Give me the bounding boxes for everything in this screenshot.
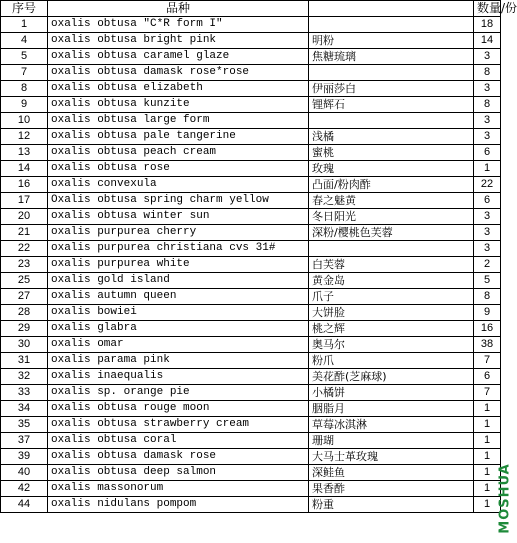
table-row bbox=[1, 433, 501, 449]
cell-cn-name[interactable]: 深粉/樱桃色芙蓉 bbox=[309, 225, 474, 241]
table-row bbox=[1, 209, 501, 225]
cell-cn-name[interactable]: 深鲑鱼 bbox=[309, 465, 474, 481]
cell-variety[interactable]: oxalis omar bbox=[48, 337, 309, 353]
table-row bbox=[1, 113, 501, 129]
cell-cn-name[interactable]: 冬日阳光 bbox=[309, 209, 474, 225]
cell-variety[interactable]: oxalis obtusa strawberry cream bbox=[48, 417, 309, 433]
cell-cn-name[interactable]: 小橘饼 bbox=[309, 385, 474, 401]
header-no[interactable]: 序号 bbox=[1, 1, 48, 17]
table-row bbox=[1, 97, 501, 113]
cell-no[interactable]: 10 bbox=[1, 113, 48, 129]
cell-cn-name[interactable]: 黄金岛 bbox=[309, 273, 474, 289]
table-row bbox=[1, 465, 501, 481]
table-row bbox=[1, 129, 501, 145]
cell-no[interactable]: 27 bbox=[1, 289, 48, 305]
cell-variety[interactable]: oxalis obtusa kunzite bbox=[48, 97, 309, 113]
table-row bbox=[1, 33, 501, 49]
cell-variety[interactable]: oxalis obtusa rouge moon bbox=[48, 401, 309, 417]
cell-qty[interactable]: 14 bbox=[474, 33, 501, 49]
cell-variety[interactable]: oxalis nidulans pompom bbox=[48, 497, 309, 513]
table-row bbox=[1, 321, 501, 337]
cell-qty[interactable]: 1 bbox=[474, 481, 501, 497]
cell-no[interactable]: 20 bbox=[1, 209, 48, 225]
cell-qty[interactable]: 6 bbox=[474, 193, 501, 209]
table-row bbox=[1, 65, 501, 81]
cell-cn-name[interactable]: 爪子 bbox=[309, 289, 474, 305]
cell-variety[interactable]: oxalis obtusa rose bbox=[48, 161, 309, 177]
table-row bbox=[1, 401, 501, 417]
table-row bbox=[1, 177, 501, 193]
cell-cn-name[interactable]: 果香酢 bbox=[309, 481, 474, 497]
watermark bbox=[497, 455, 511, 543]
cell-cn-name[interactable]: 焦糖琉璃 bbox=[309, 49, 474, 65]
cell-no[interactable]: 25 bbox=[1, 273, 48, 289]
table-row bbox=[1, 417, 501, 433]
cell-cn-name[interactable]: 珊瑚 bbox=[309, 433, 474, 449]
table-body bbox=[1, 17, 501, 513]
table-row bbox=[1, 305, 501, 321]
cell-no[interactable]: 14 bbox=[1, 161, 48, 177]
cell-variety[interactable]: oxalis inaequalis bbox=[48, 369, 309, 385]
cell-variety[interactable]: oxalis convexula bbox=[48, 177, 309, 193]
cell-cn-name[interactable]: 草莓冰淇淋 bbox=[309, 417, 474, 433]
cell-cn-name[interactable]: 大马士革玫瑰 bbox=[309, 449, 474, 465]
cell-variety[interactable]: oxalis obtusa "C*R form I" bbox=[48, 17, 309, 33]
cell-variety[interactable]: oxalis bowiei bbox=[48, 305, 309, 321]
cell-variety[interactable]: oxalis autumn queen bbox=[48, 289, 309, 305]
cell-qty[interactable]: 16 bbox=[474, 321, 501, 337]
cell-cn-name[interactable]: 奥马尔 bbox=[309, 337, 474, 353]
cell-no[interactable]: 16 bbox=[1, 177, 48, 193]
cell-variety[interactable]: oxalis obtusa damask rose bbox=[48, 449, 309, 465]
table-header-row bbox=[1, 1, 501, 17]
cell-qty[interactable]: 2 bbox=[474, 257, 501, 273]
cell-variety[interactable]: oxalis glabra bbox=[48, 321, 309, 337]
table-row bbox=[1, 497, 501, 513]
cell-cn-name[interactable]: 锂辉石 bbox=[309, 97, 474, 113]
cell-cn-name[interactable]: 桃之辉 bbox=[309, 321, 474, 337]
cell-no[interactable]: 17 bbox=[1, 193, 48, 209]
cell-variety[interactable]: oxalis purpurea christiana cvs 31# bbox=[48, 241, 309, 257]
cell-qty[interactable]: 6 bbox=[474, 145, 501, 161]
cell-no[interactable]: 29 bbox=[1, 321, 48, 337]
cell-no[interactable]: 23 bbox=[1, 257, 48, 273]
cell-qty[interactable]: 8 bbox=[474, 289, 501, 305]
cell-cn-name[interactable]: 胭脂月 bbox=[309, 401, 474, 417]
cell-qty[interactable]: 1 bbox=[474, 449, 501, 465]
cell-qty[interactable]: 5 bbox=[474, 273, 501, 289]
cell-qty[interactable]: 38 bbox=[474, 337, 501, 353]
cell-no[interactable]: 39 bbox=[1, 449, 48, 465]
cell-variety[interactable]: oxalis obtusa peach cream bbox=[48, 145, 309, 161]
cell-qty[interactable]: 22 bbox=[474, 177, 501, 193]
cell-variety[interactable]: oxalis parama pink bbox=[48, 353, 309, 369]
cell-qty[interactable]: 3 bbox=[474, 113, 501, 129]
header-cn-name[interactable] bbox=[309, 1, 474, 17]
cell-cn-name[interactable]: 粉爪 bbox=[309, 353, 474, 369]
cell-cn-name[interactable]: 美花酢(芝麻球) bbox=[309, 369, 474, 385]
table-row bbox=[1, 49, 501, 65]
cell-no[interactable]: 1 bbox=[1, 17, 48, 33]
cell-qty[interactable]: 6 bbox=[474, 369, 501, 385]
table-row bbox=[1, 161, 501, 177]
cell-qty[interactable]: 1 bbox=[474, 433, 501, 449]
cell-no[interactable]: 37 bbox=[1, 433, 48, 449]
table-row bbox=[1, 225, 501, 241]
cell-variety[interactable]: oxalis gold island bbox=[48, 273, 309, 289]
cell-qty[interactable]: 7 bbox=[474, 385, 501, 401]
cell-cn-name[interactable]: 粉重 bbox=[309, 497, 474, 513]
cell-qty[interactable]: 3 bbox=[474, 241, 501, 257]
cell-qty[interactable]: 3 bbox=[474, 49, 501, 65]
cell-qty[interactable]: 3 bbox=[474, 225, 501, 241]
cell-no[interactable]: 4 bbox=[1, 33, 48, 49]
cell-cn-name[interactable] bbox=[309, 241, 474, 257]
cell-cn-name[interactable]: 蜜桃 bbox=[309, 145, 474, 161]
table-row bbox=[1, 241, 501, 257]
cell-variety[interactable]: oxalis purpurea white bbox=[48, 257, 309, 273]
cell-variety[interactable]: oxalis obtusa large form bbox=[48, 113, 309, 129]
table-row bbox=[1, 449, 501, 465]
cell-variety[interactable]: oxalis purpurea cherry bbox=[48, 225, 309, 241]
cell-no[interactable]: 33 bbox=[1, 385, 48, 401]
cell-no[interactable]: 8 bbox=[1, 81, 48, 97]
cell-qty[interactable]: 1 bbox=[474, 161, 501, 177]
cell-qty[interactable]: 3 bbox=[474, 129, 501, 145]
cell-no[interactable]: 21 bbox=[1, 225, 48, 241]
cell-variety[interactable]: oxalis obtusa elizabeth bbox=[48, 81, 309, 97]
cell-no[interactable]: 30 bbox=[1, 337, 48, 353]
cell-no[interactable]: 9 bbox=[1, 97, 48, 113]
cell-no[interactable]: 7 bbox=[1, 65, 48, 81]
cell-qty[interactable]: 9 bbox=[474, 305, 501, 321]
cell-cn-name[interactable]: 玫瑰 bbox=[309, 161, 474, 177]
cell-qty[interactable]: 3 bbox=[474, 81, 501, 97]
cell-no[interactable]: 13 bbox=[1, 145, 48, 161]
watermark-text: MOSHUA bbox=[497, 463, 513, 534]
cell-no[interactable]: 34 bbox=[1, 401, 48, 417]
cell-no[interactable]: 32 bbox=[1, 369, 48, 385]
table-row bbox=[1, 273, 501, 289]
cell-no[interactable]: 22 bbox=[1, 241, 48, 257]
cell-cn-name[interactable] bbox=[309, 17, 474, 33]
cell-cn-name[interactable]: 白芙蓉 bbox=[309, 257, 474, 273]
table-row bbox=[1, 353, 501, 369]
cell-no[interactable]: 42 bbox=[1, 481, 48, 497]
table-row bbox=[1, 289, 501, 305]
cell-no[interactable]: 5 bbox=[1, 49, 48, 65]
cell-variety[interactable]: oxalis obtusa caramel glaze bbox=[48, 49, 309, 65]
cell-cn-name[interactable]: 春之魅黄 bbox=[309, 193, 474, 209]
table-row bbox=[1, 17, 501, 33]
cell-cn-name[interactable] bbox=[309, 113, 474, 129]
cell-variety[interactable]: oxalis massonorum bbox=[48, 481, 309, 497]
cell-cn-name[interactable]: 伊丽莎白 bbox=[309, 81, 474, 97]
cell-cn-name[interactable]: 大饼脸 bbox=[309, 305, 474, 321]
cell-qty[interactable]: 8 bbox=[474, 65, 501, 81]
cell-cn-name[interactable]: 明粉 bbox=[309, 33, 474, 49]
cell-variety[interactable]: oxalis obtusa bright pink bbox=[48, 33, 309, 49]
cell-qty[interactable]: 1 bbox=[474, 465, 501, 481]
cell-no[interactable]: 44 bbox=[1, 497, 48, 513]
cell-variety[interactable]: Oxalis obtusa spring charm yellow bbox=[48, 193, 309, 209]
cell-no[interactable]: 28 bbox=[1, 305, 48, 321]
cell-no[interactable]: 12 bbox=[1, 129, 48, 145]
table-row bbox=[1, 257, 501, 273]
cell-no[interactable]: 35 bbox=[1, 417, 48, 433]
cell-qty[interactable]: 18 bbox=[474, 17, 501, 33]
cell-qty[interactable]: 7 bbox=[474, 353, 501, 369]
cell-variety[interactable]: oxalis obtusa deep salmon bbox=[48, 465, 309, 481]
cell-no[interactable]: 31 bbox=[1, 353, 48, 369]
table-row bbox=[1, 145, 501, 161]
cell-qty[interactable]: 1 bbox=[474, 401, 501, 417]
cell-variety[interactable]: oxalis obtusa damask rose*rose bbox=[48, 65, 309, 81]
cell-qty[interactable]: 1 bbox=[474, 497, 501, 513]
cell-no[interactable]: 40 bbox=[1, 465, 48, 481]
cell-cn-name[interactable]: 浅橘 bbox=[309, 129, 474, 145]
table-row bbox=[1, 81, 501, 97]
table-row bbox=[1, 193, 501, 209]
table-row bbox=[1, 385, 501, 401]
cell-variety[interactable]: oxalis obtusa pale tangerine bbox=[48, 129, 309, 145]
cell-variety[interactable]: oxalis obtusa coral bbox=[48, 433, 309, 449]
cell-cn-name[interactable]: 凸面/粉肉酢 bbox=[309, 177, 474, 193]
cell-qty[interactable]: 3 bbox=[474, 209, 501, 225]
table-row bbox=[1, 481, 501, 497]
header-variety[interactable]: 品种 bbox=[48, 1, 309, 17]
table-row bbox=[1, 337, 501, 353]
cell-cn-name[interactable] bbox=[309, 65, 474, 81]
header-qty[interactable]: 数量/份 bbox=[474, 1, 501, 17]
cell-qty[interactable]: 8 bbox=[474, 97, 501, 113]
cell-variety[interactable]: oxalis obtusa winter sun bbox=[48, 209, 309, 225]
cell-variety[interactable]: oxalis sp. orange pie bbox=[48, 385, 309, 401]
table-row bbox=[1, 369, 501, 385]
cell-qty[interactable]: 1 bbox=[474, 417, 501, 433]
